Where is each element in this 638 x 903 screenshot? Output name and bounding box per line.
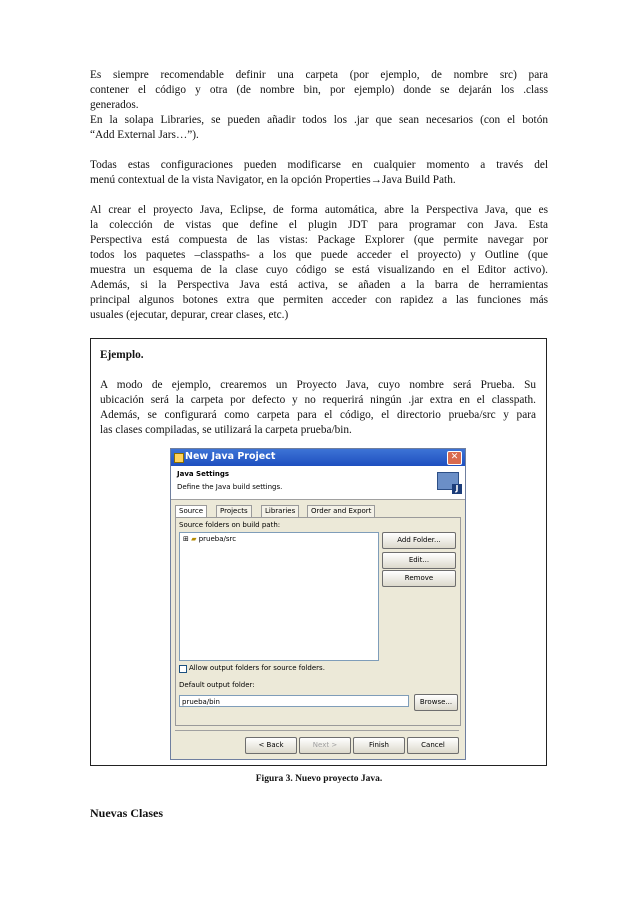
tab-source[interactable]: Source: [175, 505, 207, 518]
browse-button[interactable]: Browse...: [414, 694, 458, 711]
example-text-line: A modo de ejemplo, crearemos un Proyecto Java, cuyo nombre será Prueba. Su: [100, 379, 536, 391]
source-panel: [175, 517, 461, 726]
output-folder-label: Default output folder:: [179, 681, 255, 689]
edit-button[interactable]: Edit...: [382, 552, 456, 569]
body-text-line: Al crear el proyecto Java, Eclipse, de forma automática, abre la Perspectiva Java, que es: [90, 204, 548, 216]
cancel-button[interactable]: Cancel: [407, 737, 459, 754]
body-text-line: Es siempre recomendable definir una carpeta (por ejemplo, de nombre src) para: [90, 69, 548, 81]
divider: [175, 730, 459, 731]
dialog-titlebar: [171, 449, 465, 466]
example-text-line: las clases compiladas, se utilizará la carpeta prueba/bin.: [100, 424, 352, 436]
java-folder-icon: J: [437, 472, 459, 490]
back-button[interactable]: < Back: [245, 737, 297, 754]
allow-output-label: Allow output folders for source folders.: [189, 664, 325, 672]
body-text-line: menú contextual de la vista Navigator, en la opción Properties→Java Build Path.: [90, 174, 456, 186]
header-description: Define the Java build settings.: [177, 483, 283, 491]
body-text-line: generados.: [90, 99, 139, 111]
body-text-line: Perspectiva está compuesta de las vistas: Package Explorer (que permite navegar por: [90, 234, 548, 246]
body-text-line: muestra un esquema de la clase cuyo código se está visualizando en el Editor activo).: [90, 264, 548, 276]
expand-icon[interactable]: ⊞: [183, 535, 189, 543]
dialog-title: New Java Project: [185, 451, 276, 462]
allow-output-checkbox[interactable]: [179, 665, 187, 673]
body-text-line: usuales (ejecutar, depurar, crear clases, etc.): [90, 309, 289, 321]
folder-icon: ▰: [191, 535, 197, 543]
header-title: Java Settings: [177, 470, 230, 478]
body-text-line: “Add External Jars…”).: [90, 129, 199, 141]
body-text-line: contener el código y otra (de nombre bin, por ejemplo) donde se dejarán los .class: [90, 84, 548, 96]
example-text-line: Además, se configurará como carpeta para el código, el directorio prueba/src y para: [100, 409, 536, 421]
section-heading: Nuevas Clases: [90, 806, 164, 820]
body-text-line: Además, si la Perspectiva Java está activa, se añaden a la barra de herramientas: [90, 279, 548, 291]
tab-projects[interactable]: Projects: [216, 505, 252, 517]
body-text-line: la colección de vistas que define el plugin JDT para programar con Java. Esta: [90, 219, 548, 231]
finish-button[interactable]: Finish: [353, 737, 405, 754]
app-icon: [174, 453, 184, 463]
output-folder-input[interactable]: prueba/bin: [179, 695, 409, 707]
source-folder-tree[interactable]: [179, 532, 379, 661]
body-text-line: En la solapa Libraries, se pueden añadir todos los .jar que sean necesarios (con el botón: [90, 114, 548, 126]
example-text-line: ubicación será la carpeta por defecto y no requerirá ningún .jar extra en el classpath.: [100, 394, 536, 406]
tree-item[interactable]: ⊞ ▰ prueba/src: [183, 535, 237, 543]
add-folder-button[interactable]: Add Folder...: [382, 532, 456, 549]
figure-caption: Figura 3. Nuevo proyecto Java.: [255, 774, 383, 784]
source-folders-label: Source folders on build path:: [179, 521, 281, 529]
tab-order-export[interactable]: Order and Export: [307, 505, 375, 517]
tab-libraries[interactable]: Libraries: [261, 505, 299, 517]
example-title: Ejemplo.: [100, 349, 144, 361]
close-icon[interactable]: ✕: [447, 451, 462, 465]
body-text-line: Todas estas configuraciones pueden modificarse en cualquier momento a través del: [90, 159, 548, 171]
body-text-line: todos los paquetes –classpaths- a los que puede acceder el proyecto) y Outline (que: [90, 249, 548, 261]
remove-button[interactable]: Remove: [382, 570, 456, 587]
new-java-project-dialog: [170, 448, 466, 760]
next-button[interactable]: Next >: [299, 737, 351, 754]
body-text-line: principal algunos botones extra que permiten acceder con rapidez a las funciones más: [90, 294, 548, 306]
dialog-header: [171, 466, 465, 500]
